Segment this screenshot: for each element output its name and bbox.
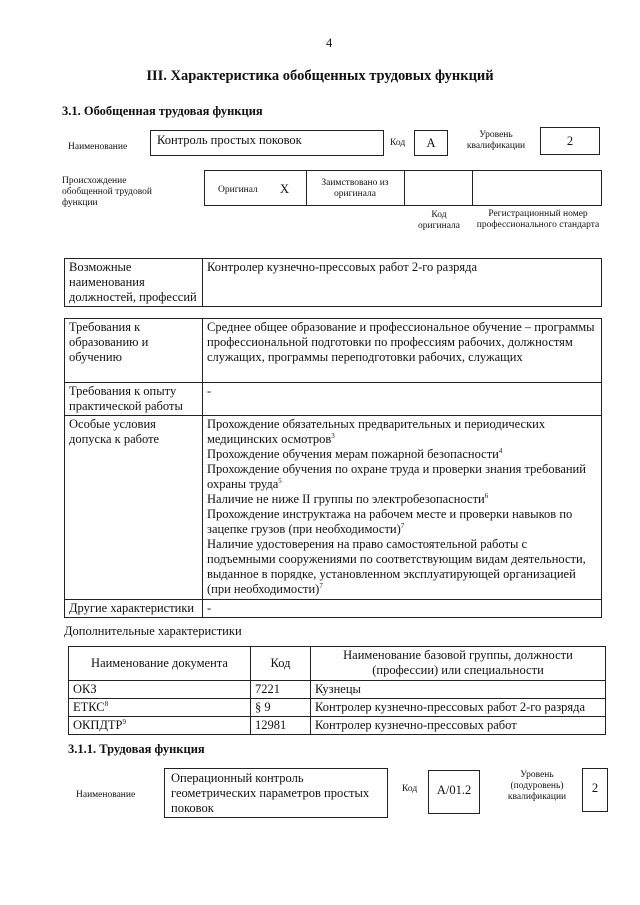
gtf-level-value: 2: [566, 134, 574, 148]
tf-level-label: Уровень (подуровень) квалификации: [507, 770, 567, 802]
requirement-label: Требования к образованию и обучению: [65, 319, 203, 383]
gtf-level-box: [540, 127, 600, 155]
tf-name-value: Операционный контроль геометрических параметров простых поковок: [171, 771, 370, 815]
origin-divider-3: [472, 170, 473, 206]
additional-table: [68, 646, 606, 735]
page-number: 4: [326, 36, 333, 50]
origin-original-mark: X: [280, 182, 290, 196]
gtf-name-label: Наименование: [68, 142, 128, 152]
requirement-row-education: [65, 319, 602, 383]
table-row: [69, 681, 606, 699]
origin-label: Происхождение обобщенной трудовой функции: [62, 176, 152, 208]
gtf-level-label: Уровень квалификации: [466, 130, 526, 151]
special-item: Прохождение обучения мерам пожарной безопасности$^4$: [207, 446, 503, 461]
section-title: III. Характеристика обобщенных трудовых функций: [146, 68, 494, 84]
doc-cell: ОКЗ: [69, 681, 251, 699]
name-cell: Кузнецы: [311, 681, 606, 699]
subsection-title: 3.1. Обобщенная трудовая функция: [62, 104, 263, 118]
code-cell: § 9: [251, 699, 311, 717]
requirement-row-special: [65, 416, 602, 600]
special-item: Прохождение обязательных предварительных и периодических медицинских осмотров$^3$: [207, 417, 546, 446]
requirement-value: -: [203, 600, 602, 618]
tf-code-box: [428, 770, 480, 814]
origin-divider-2: [404, 170, 405, 206]
requirement-row-experience: [65, 383, 602, 416]
special-item: Наличие удостоверения на право самостоятельной работы с подъемными сооружениями по соответствующим видам деятельности, выданное в порядке, установленном эксплуатирующей организацией (при необходимости)$^7$: [207, 537, 586, 596]
origin-original-label: Оригинал: [218, 185, 258, 195]
special-item: Прохождение инструктажа на рабочем месте и проверки навыков по зацепке грузов (при необходимости)$^7$: [207, 507, 573, 536]
gtf-name-value: Контроль простых поковок: [157, 133, 302, 147]
table-row: [69, 699, 606, 717]
code-cell: 7221: [251, 681, 311, 699]
origin-reg-number-label: Регистрационный номер профессионального стандарта: [476, 209, 600, 230]
requirement-label: Особые условия допуска к работе: [65, 416, 203, 600]
origin-code-original-label: Код оригинала: [418, 210, 460, 231]
tf-code-value: А/01.2: [436, 783, 472, 797]
requirement-label: Другие характеристики: [65, 600, 203, 618]
origin-box: [204, 170, 602, 206]
table-row: [69, 717, 606, 735]
special-item: Наличие не ниже II группы по электробезопасности$^6$: [207, 491, 489, 506]
code-cell: 12981: [251, 717, 311, 735]
requirements-table: [64, 318, 602, 618]
tf-level-value: 2: [591, 781, 599, 795]
tf-name-label: Наименование: [76, 790, 136, 800]
special-item: Прохождение обучения по охране труда и проверки знания требований охраны труда$^5$: [207, 462, 586, 491]
origin-divider-1: [306, 170, 307, 206]
requirement-value: -: [203, 383, 602, 416]
requirement-row-other: [65, 600, 602, 618]
positions-value: Контролер кузнечно-прессовых работ 2-го разряда: [203, 259, 602, 307]
gtf-code-box: [414, 130, 448, 156]
gtf-code-label: Код: [390, 138, 406, 148]
header-cell: Наименование базовой группы, должности (профессии) или специальности: [311, 647, 606, 681]
positions-table: [64, 258, 602, 307]
origin-borrowed-label: Заимствовано из оригинала: [321, 178, 389, 199]
doc-cell: ОКПДТР$^9$: [69, 717, 251, 735]
positions-label: Возможные наименования должностей, профессий: [65, 259, 203, 307]
header-cell: Код: [251, 647, 311, 681]
tf-level-box: [582, 768, 608, 812]
tf-name-box: [164, 768, 388, 818]
requirement-label: Требования к опыту практической работы: [65, 383, 203, 416]
additional-title: Дополнительные характеристики: [64, 624, 242, 638]
gtf-name-box: [150, 130, 384, 156]
name-cell: Контролер кузнечно-прессовых работ: [311, 717, 606, 735]
name-cell: Контролер кузнечно-прессовых работ 2-го разряда: [311, 699, 606, 717]
requirement-value: Среднее общее образование и профессиональное обучение – программы профессиональной подготовки по профессиям рабочих, должностям служащих, программы переподготовки рабочих, служащих: [203, 319, 602, 383]
requirement-special-list: [203, 416, 602, 600]
header-cell: Наименование документа: [69, 647, 251, 681]
tf-code-label: Код: [402, 784, 418, 794]
gtf-code-value: А: [426, 136, 436, 150]
additional-header-row: [69, 647, 606, 681]
tf-title: 3.1.1. Трудовая функция: [68, 742, 205, 756]
doc-cell: ЕТКС$^8$: [69, 699, 251, 717]
